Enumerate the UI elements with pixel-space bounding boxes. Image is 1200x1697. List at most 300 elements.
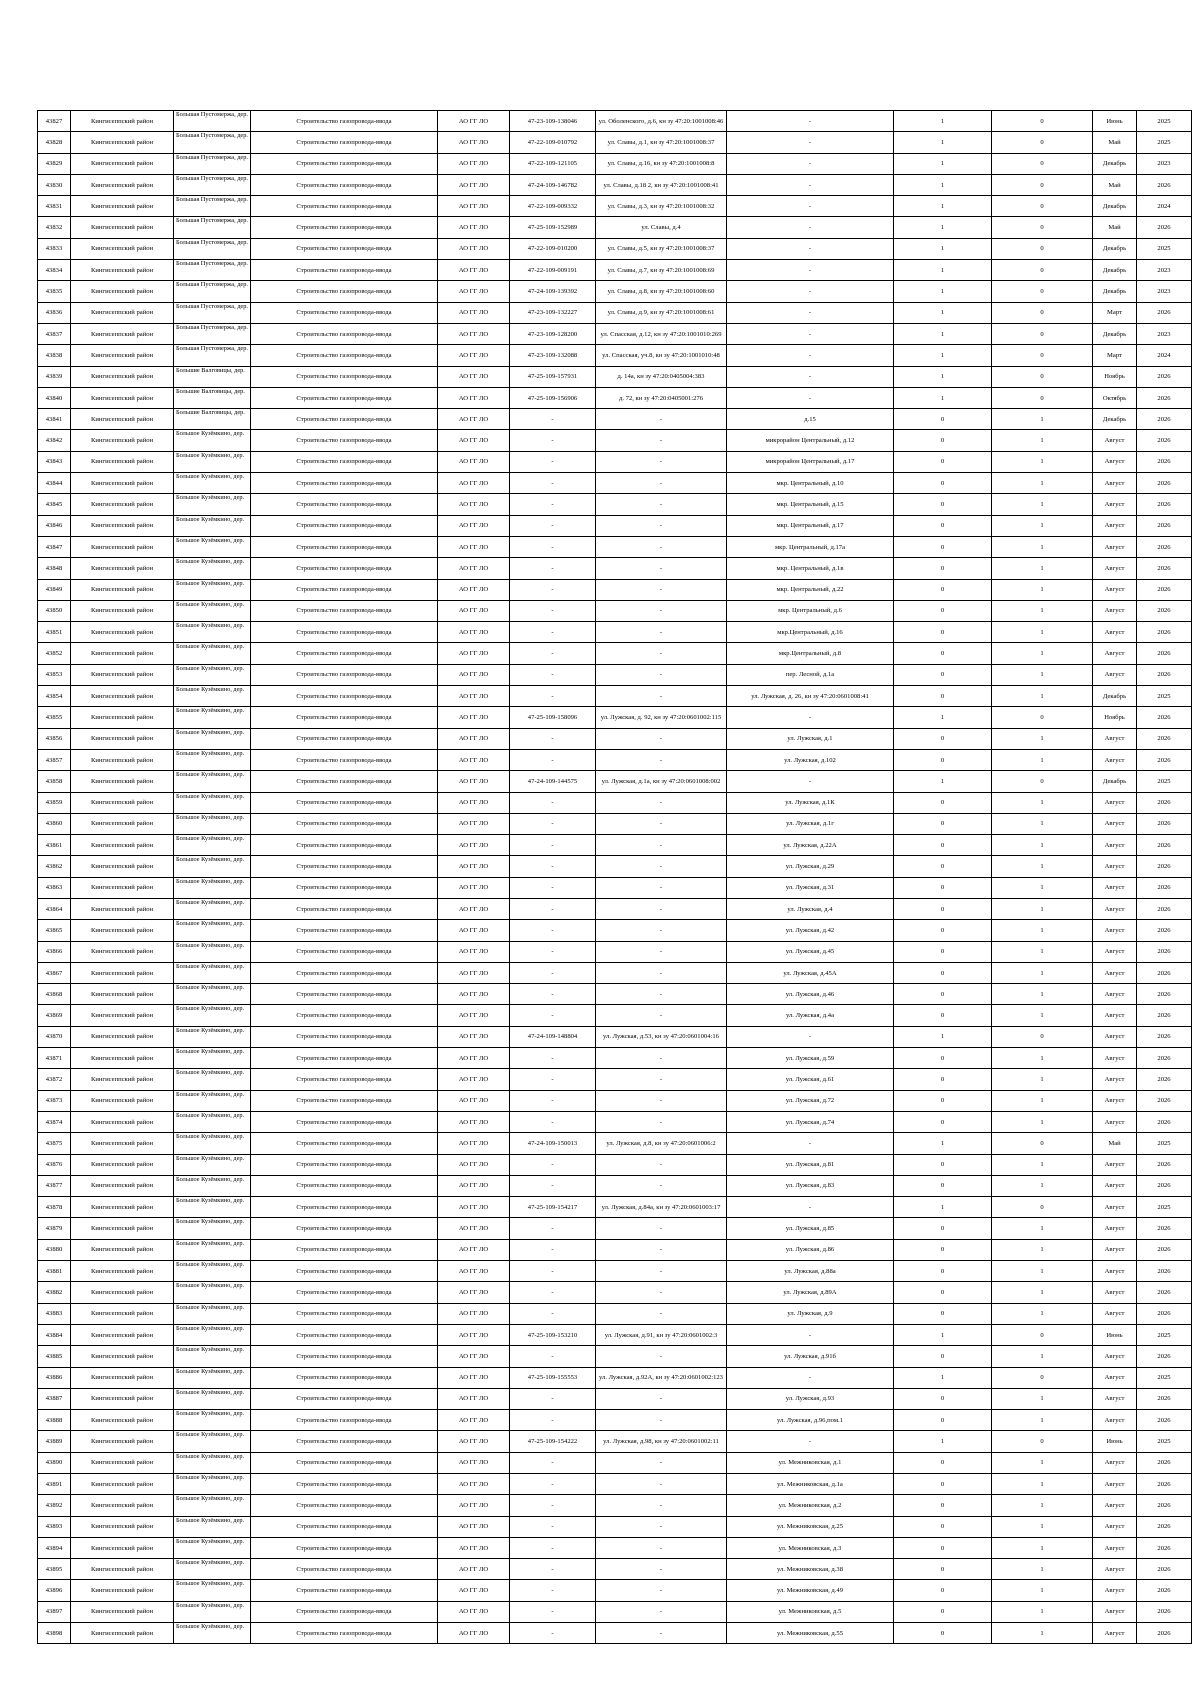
- cell-district: Кингисеппский район: [71, 643, 174, 664]
- cell-count-a: 0: [894, 1090, 992, 1111]
- cell-year: 2026: [1137, 1474, 1192, 1495]
- cell-district: Кингисеппский район: [71, 1324, 174, 1345]
- cell-year: 2026: [1137, 451, 1192, 472]
- cell-cadastral-address: ул. Лужская, д.98, кн зу 47:20:0601002:11: [596, 1431, 727, 1452]
- cell-organization: АО ГГ ЛО: [438, 217, 510, 238]
- cell-count-a: 1: [894, 323, 992, 344]
- cell-organization: АО ГГ ЛО: [438, 1559, 510, 1580]
- table-row: [38, 813, 1192, 834]
- cell-settlement: Большое Кузёмкино, дер.: [174, 1111, 251, 1132]
- cell-organization: АО ГГ ЛО: [438, 1410, 510, 1431]
- cell-district: Кингисеппский район: [71, 1048, 174, 1069]
- cell-work-type: Строительство газопровода-ввода: [251, 515, 438, 536]
- cell-settlement: Большая Пустомержа, дер.: [174, 217, 251, 238]
- cell-work-type: Строительство газопровода-ввода: [251, 1346, 438, 1367]
- cell-row-number: 43851: [38, 622, 71, 643]
- cell-row-number: 43850: [38, 600, 71, 621]
- cell-settlement: Большая Пустомержа, дер.: [174, 111, 251, 132]
- cell-organization: АО ГГ ЛО: [438, 494, 510, 515]
- cell-cadastral-address: -: [596, 1175, 727, 1196]
- cell-count-b: 1: [992, 515, 1093, 536]
- cell-count-a: 1: [894, 196, 992, 217]
- cell-settlement: Большое Кузёмкино, дер.: [174, 600, 251, 621]
- cell-settlement: Большое Кузёмкино, дер.: [174, 1175, 251, 1196]
- cell-year: 2026: [1137, 941, 1192, 962]
- cell-count-b: 1: [992, 749, 1093, 770]
- cell-count-a: 0: [894, 1005, 992, 1026]
- cell-row-number: 43869: [38, 1005, 71, 1026]
- cell-count-a: 0: [894, 1154, 992, 1175]
- cell-count-a: 0: [894, 1410, 992, 1431]
- cell-settlement: Большое Кузёмкино, дер.: [174, 643, 251, 664]
- cell-month: Август: [1093, 1367, 1137, 1388]
- table-row: [38, 962, 1192, 983]
- cell-organization: АО ГГ ЛО: [438, 1048, 510, 1069]
- cell-address: -: [727, 387, 894, 408]
- cell-month: Август: [1093, 984, 1137, 1005]
- cell-month: Август: [1093, 600, 1137, 621]
- cell-cadastral-address: -: [596, 515, 727, 536]
- cell-application-number: 47-23-109-132088: [510, 345, 596, 366]
- cell-settlement: Большое Кузёмкино, дер.: [174, 1090, 251, 1111]
- cell-organization: АО ГГ ЛО: [438, 920, 510, 941]
- cell-work-type: Строительство газопровода-ввода: [251, 1452, 438, 1473]
- cell-application-number: 47-22-109-009332: [510, 196, 596, 217]
- cell-count-b: 1: [992, 1175, 1093, 1196]
- gasification-table: [37, 110, 1192, 1644]
- cell-count-a: 0: [894, 1452, 992, 1473]
- table-row: [38, 877, 1192, 898]
- cell-settlement: Большая Пустомержа, дер.: [174, 281, 251, 302]
- cell-settlement: Большое Кузёмкино, дер.: [174, 1516, 251, 1537]
- cell-work-type: Строительство газопровода-ввода: [251, 1239, 438, 1260]
- cell-address: ул. Лужская, д.91б: [727, 1346, 894, 1367]
- cell-month: Август: [1093, 1111, 1137, 1132]
- cell-settlement: Большое Кузёмкино, дер.: [174, 451, 251, 472]
- cell-district: Кингисеппский район: [71, 622, 174, 643]
- cell-count-a: 1: [894, 302, 992, 323]
- cell-cadastral-address: -: [596, 1388, 727, 1409]
- cell-work-type: Строительство газопровода-ввода: [251, 1282, 438, 1303]
- cell-district: Кингисеппский район: [71, 984, 174, 1005]
- cell-year: 2026: [1137, 1175, 1192, 1196]
- cell-cadastral-address: ул. Лужская, д. 92, кн зу 47:20:0601002:115: [596, 707, 727, 728]
- cell-row-number: 43829: [38, 153, 71, 174]
- cell-row-number: 43862: [38, 856, 71, 877]
- cell-settlement: Большое Кузёмкино, дер.: [174, 1069, 251, 1090]
- cell-organization: АО ГГ ЛО: [438, 728, 510, 749]
- cell-application-number: 47-22-109-009191: [510, 260, 596, 281]
- cell-district: Кингисеппский район: [71, 1601, 174, 1622]
- cell-settlement: Большое Кузёмкино, дер.: [174, 1388, 251, 1409]
- table-row: [38, 984, 1192, 1005]
- cell-district: Кингисеппский район: [71, 196, 174, 217]
- cell-application-number: -: [510, 1495, 596, 1516]
- cell-settlement: Большое Кузёмкино, дер.: [174, 728, 251, 749]
- cell-application-number: -: [510, 1559, 596, 1580]
- cell-month: Декабрь: [1093, 771, 1137, 792]
- table-row: [38, 345, 1192, 366]
- cell-organization: АО ГГ ЛО: [438, 1474, 510, 1495]
- cell-address: ул. Лужская, д.61: [727, 1069, 894, 1090]
- cell-year: 2026: [1137, 984, 1192, 1005]
- cell-cadastral-address: ул. Лужская, д.1а, кн зу 47:20:0601008:002: [596, 771, 727, 792]
- cell-district: Кингисеппский район: [71, 1111, 174, 1132]
- table-row: [38, 1282, 1192, 1303]
- cell-month: Август: [1093, 1197, 1137, 1218]
- cell-organization: АО ГГ ЛО: [438, 1495, 510, 1516]
- cell-row-number: 43867: [38, 962, 71, 983]
- cell-address: ул. Лужская, д. 26, кн зу 47:20:0601008:41: [727, 686, 894, 707]
- cell-row-number: 43834: [38, 260, 71, 281]
- cell-work-type: Строительство газопровода-ввода: [251, 217, 438, 238]
- table-row: [38, 111, 1192, 132]
- table-row: [38, 1495, 1192, 1516]
- cell-year: 2026: [1137, 1559, 1192, 1580]
- cell-work-type: Строительство газопровода-ввода: [251, 260, 438, 281]
- cell-organization: АО ГГ ЛО: [438, 515, 510, 536]
- cell-work-type: Строительство газопровода-ввода: [251, 345, 438, 366]
- cell-settlement: Большое Кузёмкино, дер.: [174, 1197, 251, 1218]
- cell-year: 2026: [1137, 430, 1192, 451]
- table-row: [38, 1431, 1192, 1452]
- cell-row-number: 43836: [38, 302, 71, 323]
- cell-settlement: Большая Пустомержа, дер.: [174, 345, 251, 366]
- cell-year: 2026: [1137, 856, 1192, 877]
- cell-count-b: 1: [992, 600, 1093, 621]
- cell-application-number: 47-24-109-150013: [510, 1133, 596, 1154]
- cell-settlement: Большое Кузёмкино, дер.: [174, 962, 251, 983]
- cell-count-b: 0: [992, 1197, 1093, 1218]
- table-row: [38, 1580, 1192, 1601]
- table-row: [38, 1090, 1192, 1111]
- cell-work-type: Строительство газопровода-ввода: [251, 387, 438, 408]
- cell-address: ул. Межниковская, д.5: [727, 1601, 894, 1622]
- cell-organization: АО ГГ ЛО: [438, 281, 510, 302]
- cell-settlement: Большое Кузёмкино, дер.: [174, 898, 251, 919]
- cell-count-b: 1: [992, 856, 1093, 877]
- cell-application-number: -: [510, 1580, 596, 1601]
- cell-cadastral-address: ул. Славы, д.18 2, кн зу 47:20:1001008:41: [596, 174, 727, 195]
- cell-district: Кингисеппский район: [71, 749, 174, 770]
- cell-count-a: 0: [894, 728, 992, 749]
- cell-month: Декабрь: [1093, 196, 1137, 217]
- cell-year: 2026: [1137, 920, 1192, 941]
- cell-row-number: 43828: [38, 132, 71, 153]
- cell-count-a: 0: [894, 813, 992, 834]
- cell-district: Кингисеппский район: [71, 1346, 174, 1367]
- cell-application-number: -: [510, 1282, 596, 1303]
- cell-row-number: 43875: [38, 1133, 71, 1154]
- cell-address: ул. Лужская, д.4а: [727, 1005, 894, 1026]
- cell-cadastral-address: -: [596, 856, 727, 877]
- cell-row-number: 43877: [38, 1175, 71, 1196]
- cell-application-number: -: [510, 600, 596, 621]
- cell-count-a: 1: [894, 111, 992, 132]
- cell-application-number: 47-25-109-158096: [510, 707, 596, 728]
- cell-organization: АО ГГ ЛО: [438, 1623, 510, 1644]
- cell-month: Август: [1093, 941, 1137, 962]
- cell-month: Октябрь: [1093, 387, 1137, 408]
- cell-address: -: [727, 238, 894, 259]
- cell-count-a: 0: [894, 409, 992, 430]
- cell-work-type: Строительство газопровода-ввода: [251, 111, 438, 132]
- cell-organization: АО ГГ ЛО: [438, 1516, 510, 1537]
- cell-application-number: -: [510, 451, 596, 472]
- cell-organization: АО ГГ ЛО: [438, 1026, 510, 1047]
- cell-year: 2026: [1137, 1623, 1192, 1644]
- cell-district: Кингисеппский район: [71, 515, 174, 536]
- cell-application-number: -: [510, 686, 596, 707]
- cell-settlement: Большое Кузёмкино, дер.: [174, 536, 251, 557]
- cell-settlement: Большое Кузёмкино, дер.: [174, 1601, 251, 1622]
- cell-count-b: 1: [992, 664, 1093, 685]
- cell-application-number: -: [510, 409, 596, 430]
- cell-cadastral-address: -: [596, 1452, 727, 1473]
- cell-application-number: -: [510, 856, 596, 877]
- cell-work-type: Строительство газопровода-ввода: [251, 1367, 438, 1388]
- cell-application-number: -: [510, 835, 596, 856]
- cell-address: -: [727, 1197, 894, 1218]
- cell-count-b: 1: [992, 409, 1093, 430]
- cell-work-type: Строительство газопровода-ввода: [251, 1559, 438, 1580]
- cell-address: мкр. Центральный, д.10: [727, 473, 894, 494]
- cell-count-a: 0: [894, 877, 992, 898]
- cell-district: Кингисеппский район: [71, 898, 174, 919]
- cell-settlement: Большие Валговицы, дер.: [174, 387, 251, 408]
- cell-count-b: 1: [992, 984, 1093, 1005]
- cell-work-type: Строительство газопровода-ввода: [251, 1431, 438, 1452]
- cell-work-type: Строительство газопровода-ввода: [251, 473, 438, 494]
- cell-application-number: 47-25-109-152989: [510, 217, 596, 238]
- cell-organization: АО ГГ ЛО: [438, 366, 510, 387]
- cell-application-number: -: [510, 1005, 596, 1026]
- cell-settlement: Большое Кузёмкино, дер.: [174, 813, 251, 834]
- table-row: [38, 217, 1192, 238]
- cell-organization: АО ГГ ЛО: [438, 196, 510, 217]
- cell-address: -: [727, 153, 894, 174]
- cell-work-type: Строительство газопровода-ввода: [251, 409, 438, 430]
- cell-district: Кингисеппский район: [71, 856, 174, 877]
- cell-month: Август: [1093, 1026, 1137, 1047]
- cell-application-number: -: [510, 1218, 596, 1239]
- cell-work-type: Строительство газопровода-ввода: [251, 707, 438, 728]
- cell-year: 2026: [1137, 962, 1192, 983]
- cell-month: Июнь: [1093, 1431, 1137, 1452]
- cell-year: 2026: [1137, 835, 1192, 856]
- cell-organization: АО ГГ ЛО: [438, 1005, 510, 1026]
- cell-count-b: 1: [992, 941, 1093, 962]
- cell-work-type: Строительство газопровода-ввода: [251, 1303, 438, 1324]
- cell-count-a: 0: [894, 1303, 992, 1324]
- cell-district: Кингисеппский район: [71, 1069, 174, 1090]
- cell-work-type: Строительство газопровода-ввода: [251, 1537, 438, 1558]
- cell-organization: АО ГГ ЛО: [438, 898, 510, 919]
- cell-count-b: 1: [992, 1580, 1093, 1601]
- cell-year: 2025: [1137, 686, 1192, 707]
- table-row: [38, 430, 1192, 451]
- cell-row-number: 43847: [38, 536, 71, 557]
- cell-row-number: 43837: [38, 323, 71, 344]
- cell-address: ул. Лужская, д.4: [727, 898, 894, 919]
- table-row: [38, 473, 1192, 494]
- cell-count-a: 1: [894, 153, 992, 174]
- cell-district: Кингисеппский район: [71, 664, 174, 685]
- cell-row-number: 43856: [38, 728, 71, 749]
- cell-district: Кингисеппский район: [71, 962, 174, 983]
- cell-organization: АО ГГ ЛО: [438, 1346, 510, 1367]
- cell-application-number: -: [510, 749, 596, 770]
- cell-year: 2026: [1137, 174, 1192, 195]
- cell-cadastral-address: -: [596, 579, 727, 600]
- cell-application-number: 47-25-109-154217: [510, 1197, 596, 1218]
- cell-month: Август: [1093, 1005, 1137, 1026]
- cell-count-b: 1: [992, 728, 1093, 749]
- cell-district: Кингисеппский район: [71, 1005, 174, 1026]
- cell-district: Кингисеппский район: [71, 771, 174, 792]
- cell-application-number: 47-24-109-148804: [510, 1026, 596, 1047]
- cell-application-number: -: [510, 1261, 596, 1282]
- cell-district: Кингисеппский район: [71, 1175, 174, 1196]
- cell-month: Август: [1093, 1303, 1137, 1324]
- cell-month: Август: [1093, 1410, 1137, 1431]
- table-row: [38, 153, 1192, 174]
- cell-work-type: Строительство газопровода-ввода: [251, 1090, 438, 1111]
- cell-application-number: 47-22-109-010200: [510, 238, 596, 259]
- cell-organization: АО ГГ ЛО: [438, 174, 510, 195]
- cell-application-number: -: [510, 1516, 596, 1537]
- cell-cadastral-address: -: [596, 536, 727, 557]
- cell-count-b: 0: [992, 345, 1093, 366]
- cell-organization: АО ГГ ЛО: [438, 1133, 510, 1154]
- cell-year: 2026: [1137, 558, 1192, 579]
- cell-cadastral-address: -: [596, 1410, 727, 1431]
- cell-row-number: 43892: [38, 1495, 71, 1516]
- cell-year: 2026: [1137, 792, 1192, 813]
- cell-row-number: 43846: [38, 515, 71, 536]
- cell-month: Май: [1093, 217, 1137, 238]
- cell-application-number: -: [510, 962, 596, 983]
- cell-count-b: 1: [992, 579, 1093, 600]
- cell-organization: АО ГГ ЛО: [438, 558, 510, 579]
- cell-count-a: 0: [894, 749, 992, 770]
- cell-month: Декабрь: [1093, 260, 1137, 281]
- cell-cadastral-address: -: [596, 686, 727, 707]
- cell-count-b: 0: [992, 707, 1093, 728]
- cell-month: Август: [1093, 898, 1137, 919]
- cell-count-b: 0: [992, 153, 1093, 174]
- cell-application-number: -: [510, 877, 596, 898]
- cell-work-type: Строительство газопровода-ввода: [251, 835, 438, 856]
- cell-year: 2026: [1137, 1601, 1192, 1622]
- cell-row-number: 43889: [38, 1431, 71, 1452]
- cell-settlement: Большое Кузёмкино, дер.: [174, 558, 251, 579]
- cell-address: -: [727, 1367, 894, 1388]
- cell-count-b: 1: [992, 1559, 1093, 1580]
- cell-count-a: 1: [894, 260, 992, 281]
- cell-year: 2025: [1137, 1324, 1192, 1345]
- cell-address: мкр. Центральный, д.6: [727, 600, 894, 621]
- cell-month: Август: [1093, 1623, 1137, 1644]
- cell-year: 2025: [1137, 238, 1192, 259]
- cell-work-type: Строительство газопровода-ввода: [251, 153, 438, 174]
- cell-count-a: 0: [894, 1048, 992, 1069]
- cell-month: Декабрь: [1093, 323, 1137, 344]
- cell-count-b: 1: [992, 835, 1093, 856]
- cell-count-b: 1: [992, 1495, 1093, 1516]
- table-row: [38, 558, 1192, 579]
- cell-cadastral-address: -: [596, 1239, 727, 1260]
- cell-year: 2026: [1137, 1261, 1192, 1282]
- table-row: [38, 174, 1192, 195]
- cell-organization: АО ГГ ЛО: [438, 153, 510, 174]
- cell-address: -: [727, 132, 894, 153]
- cell-year: 2023: [1137, 281, 1192, 302]
- cell-application-number: -: [510, 664, 596, 685]
- cell-count-a: 0: [894, 515, 992, 536]
- cell-row-number: 43857: [38, 749, 71, 770]
- cell-row-number: 43883: [38, 1303, 71, 1324]
- cell-district: Кингисеппский район: [71, 1090, 174, 1111]
- cell-settlement: Большое Кузёмкино, дер.: [174, 1580, 251, 1601]
- cell-count-a: 0: [894, 600, 992, 621]
- cell-year: 2026: [1137, 494, 1192, 515]
- table-row: [38, 600, 1192, 621]
- cell-count-b: 0: [992, 1367, 1093, 1388]
- cell-district: Кингисеппский район: [71, 1197, 174, 1218]
- cell-settlement: Большая Пустомержа, дер.: [174, 153, 251, 174]
- cell-count-b: 1: [992, 898, 1093, 919]
- cell-work-type: Строительство газопровода-ввода: [251, 1261, 438, 1282]
- table-row: [38, 1452, 1192, 1473]
- cell-address: ул. Лужская, д.59: [727, 1048, 894, 1069]
- cell-cadastral-address: -: [596, 643, 727, 664]
- cell-year: 2023: [1137, 260, 1192, 281]
- cell-organization: АО ГГ ЛО: [438, 409, 510, 430]
- cell-district: Кингисеппский район: [71, 1537, 174, 1558]
- cell-district: Кингисеппский район: [71, 1026, 174, 1047]
- cell-work-type: Строительство газопровода-ввода: [251, 622, 438, 643]
- table-row: [38, 643, 1192, 664]
- cell-application-number: -: [510, 1410, 596, 1431]
- cell-organization: АО ГГ ЛО: [438, 1261, 510, 1282]
- cell-district: Кингисеппский район: [71, 217, 174, 238]
- cell-count-b: 1: [992, 1154, 1093, 1175]
- cell-count-b: 1: [992, 686, 1093, 707]
- cell-work-type: Строительство газопровода-ввода: [251, 174, 438, 195]
- cell-district: Кингисеппский район: [71, 1516, 174, 1537]
- table-row: [38, 451, 1192, 472]
- cell-month: Март: [1093, 345, 1137, 366]
- cell-count-a: 0: [894, 1495, 992, 1516]
- cell-count-b: 1: [992, 494, 1093, 515]
- cell-work-type: Строительство газопровода-ввода: [251, 238, 438, 259]
- cell-row-number: 43831: [38, 196, 71, 217]
- table-row: [38, 707, 1192, 728]
- cell-count-a: 0: [894, 643, 992, 664]
- cell-application-number: -: [510, 622, 596, 643]
- cell-address: -: [727, 111, 894, 132]
- cell-row-number: 43844: [38, 473, 71, 494]
- cell-cadastral-address: -: [596, 835, 727, 856]
- cell-count-a: 1: [894, 366, 992, 387]
- cell-year: 2026: [1137, 898, 1192, 919]
- cell-district: Кингисеппский район: [71, 558, 174, 579]
- cell-work-type: Строительство газопровода-ввода: [251, 664, 438, 685]
- cell-count-b: 0: [992, 387, 1093, 408]
- cell-district: Кингисеппский район: [71, 302, 174, 323]
- cell-settlement: Большое Кузёмкино, дер.: [174, 1303, 251, 1324]
